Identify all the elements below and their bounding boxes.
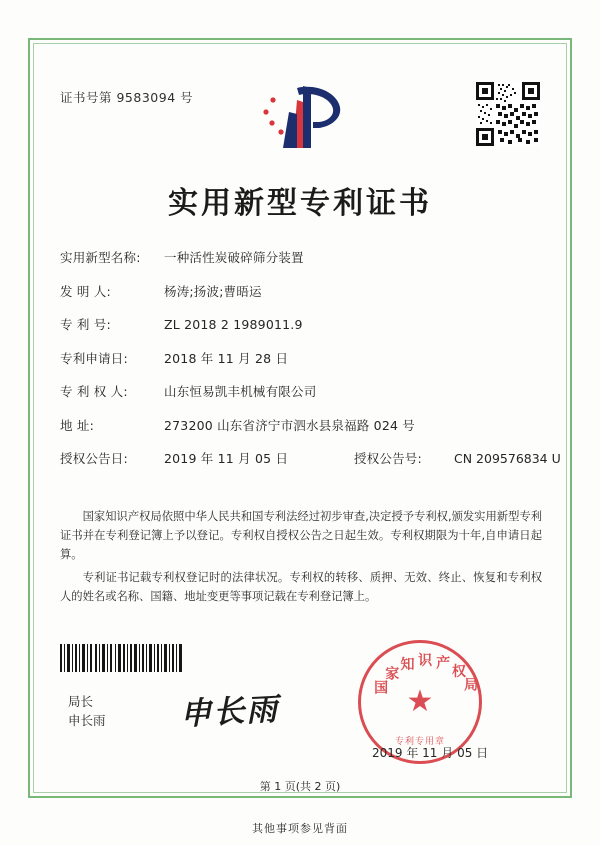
field-label: 地 址:	[60, 417, 94, 433]
field-row-patentee	[60, 382, 540, 400]
field-value: 一种活性炭破碎筛分装置	[164, 250, 304, 265]
field-row-grant-announcement	[60, 449, 561, 467]
field-value: 山东恒易凯丰机械有限公司	[164, 384, 317, 399]
field-row-application-date	[60, 349, 540, 367]
field-value: 273200 山东省济宁市泗水县泉福路 024 号	[164, 417, 415, 433]
field-value: 2018 年 11 月 28 日	[164, 350, 289, 366]
field-label-grant-number: 授权公告号:	[354, 451, 422, 466]
qr-code-icon	[476, 82, 540, 146]
field-label-grant-date: 授权公告日:	[60, 451, 128, 466]
seal-top-text: 国 家 知 识 产 权 局	[374, 653, 479, 697]
issue-date: 2019 年 11 月 05 日	[372, 746, 489, 760]
signature-title-line-1: 局长	[68, 694, 94, 709]
footer-note: 其他事项参见背面	[252, 822, 348, 835]
signature-title-line-2: 申长雨	[68, 713, 106, 728]
field-label: 专 利 权 人:	[60, 384, 128, 399]
field-list	[60, 248, 561, 483]
legal-text-block	[60, 507, 542, 610]
field-row-inventor	[60, 282, 540, 300]
page-number: 第 1 页(共 2 页)	[259, 780, 341, 793]
field-label: 专 利 号:	[60, 317, 111, 332]
field-value-grant-number: CN 209576834 U	[454, 451, 561, 466]
barcode-icon	[60, 644, 184, 672]
field-label: 专利申请日:	[60, 350, 128, 366]
page-title: 实用新型专利证书	[168, 186, 432, 221]
seal-star-icon: ★	[406, 684, 434, 719]
patent-emblem-icon	[253, 78, 349, 156]
paragraph-2: 专利证书记载专利权登记时的法律状况。专利权的转移、质押、无效、终止、恢复和专利权人的姓名或名称、国籍、地址变更等事项记载在专利登记簿上。	[60, 571, 542, 603]
seal-bottom-text: 专利专用章	[394, 737, 445, 747]
paragraph-1: 国家知识产权局依照中华人民共和国专利法经过初步审查,决定授予专利权,颁发实用新型专利证书并在专利登记簿上予以登记。专利权自授权公告之日起生效。专利权期限为十年,自申请日起算。	[60, 510, 542, 561]
field-value: 杨涛;扬波;曹晤运	[164, 283, 262, 299]
field-row-address	[60, 416, 540, 434]
field-row-utility-model-name	[60, 248, 540, 266]
certificate-number: 证书号第 9583094 号	[60, 90, 194, 105]
signature-title	[68, 692, 106, 730]
field-value-grant-date: 2019 年 11 月 05 日	[164, 451, 289, 466]
field-row-patent-number	[60, 315, 540, 333]
field-label: 实用新型名称:	[60, 250, 141, 265]
field-label: 发 明 人:	[60, 283, 111, 299]
field-value: ZL 2018 2 1989011.9	[164, 317, 303, 332]
handwritten-signature: 申长雨	[179, 691, 281, 733]
